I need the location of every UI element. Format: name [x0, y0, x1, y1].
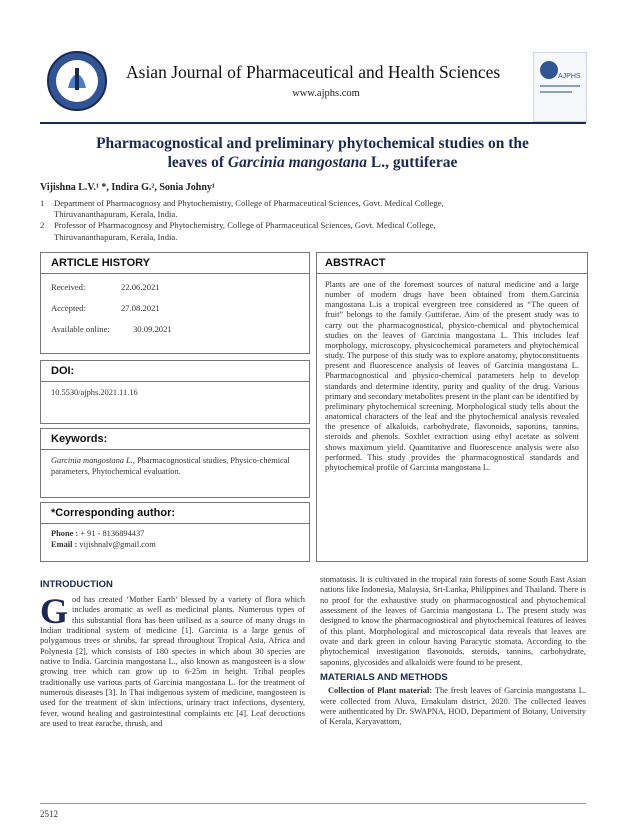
- right-column-text: stomatosis. It is cultivated in the tropical rain forests of some South East Asian nations like Indonesia, Malaysia, Sri-Lanka, Philippines and Thailand. There is no proof for the exhaustive study on pharmacognostical and phytochemical assessment of the leaves of Garcinia mangostana L. The present study was designed to know the pharmacognostical and phytochemical features of leaves of this plant. Morphological and microscopical data reveals that leaves are ovate and dark green in colour having Paracytic stomata. According to the phytochemical investigation flavonoids, steroids, tannins, carbohydrate, saponins, glycosides and alkaloids were found to be present. MATERIALS AND METHODS Collection of Plant material: The fresh leaves of Garcinia mangostana L. were collected from Aluva, Ernakulam district, 2020. The collected leaves were authenticated by Dr. SWAPNA, HOD, Department of Botany, University of Kerala, Karyavattom,: [320, 575, 587, 727]
- article-title: Pharmacognostical and preliminary phytochemical studies on the leaves of Garcinia mangostana L., guttiferae: [96, 135, 529, 171]
- dropcap: G: [40, 591, 69, 631]
- corresponding-heading: *Corresponding author:: [41, 503, 309, 524]
- journal-logo-icon: [46, 50, 108, 112]
- header-rule: [40, 122, 586, 124]
- introduction-heading: INTRODUCTION: [40, 579, 113, 590]
- cover-label: AJPHS: [558, 73, 581, 80]
- abstract-text: Plants are one of the foremost sources of natural medicine and a large number of modern drugs have been obtained from them.Garcinia mangostana L.is a tropical evergreen tree considered as “The queen of fruit” belongs to the family Guttiferae. Aim of the present study was to carry out the pharmacognostical, physico-chemical and phytochemical studies on the leaves of Garcinia mangostana L. This includes leaf morphology, microscopy, physicochemical parameters and phytochemical study. The purpose of this study was to explore anatomy, phytoconstituents present and fluorescence analysis of leaves of Garcinia mangostana L. Pharmacognostical and physico-chemical parameters help to develop standards and determine identity, purity and quality of the drug. Various primary and secondary metabolites present in the plant can be identified by preliminary phytochemical screening. Morphological study tells about the anatomical characters of the leaf and the phytochemical analysis revealed the presence of alkaloids, carbohydrate, flavonoids, saponins, tannins, steroids and phenols. Soxhlet extraction using ethyl acetate as solvent shows maximum yield. Quantitative and fluorescence analysis were also performed. This study provides the pharmacognostical standards and phytochemical profile of Garcinia mangostana L.: [325, 280, 579, 472]
- keywords-box: [40, 428, 310, 498]
- corresponding-author-box: *Corresponding author: Phone : + 91 - 8136894437 Email : vijishnalv@gmail.com: [40, 502, 310, 562]
- introduction-text: God has created ‘Mother Earth’ blessed by a variety of flora which includes aromatic as well as medicinal plants. Numerous types of this substantial flora has been utilised as a source of many drugs in Indian traditional system of medicine [1]. Garcinia is a large genus of polygamous trees or shrubs, far spread throughout Tropical Asia, Africa and Polynesia [2], which consists of 180 species in which about 30 species are native to India. Garcinia mangostana L., also known as mangosteen is a slow growing tree which can grow up to 6-25m in height. Tribal peoples traditionally use various parts of Garcinia mangostana L. for the treatment of numerous diseases [3]. In Thai indigenous system of medicine, mangosteen is used for the treatment of skin infections, urinary tract infections, dysentery, fever, wound healing and gastrointestinal complaints etc [4]. Leaf decoctions are used to treat earache, thrush, and: [40, 591, 305, 729]
- affiliations: 1 Department of Pharmacognosy and Phytochemistry, College of Pharmaceutical Sciences, Govt. Medical College, Thiruvananthapuram, Kerala, India. 2 Professor of Pharmacognosy and Phytochemistry, College of Pharmaceutical Sciences, Govt. Medical College, Thiruvananthapuram, Kerala, India.: [40, 198, 444, 242]
- methods-heading: MATERIALS AND METHODS: [320, 672, 448, 684]
- abstract-heading: ABSTRACT: [317, 253, 587, 274]
- footer-rule: [40, 803, 586, 804]
- doi-value[interactable]: 10.5530/ajphs.2021.11.16: [51, 388, 138, 397]
- received-date: 22.06.2021: [121, 282, 160, 292]
- article-history-box: ARTICLE HISTORY Received: 22.06.2021 Accepted: 27.08.2021 Available online: 30.09.2021: [40, 252, 310, 354]
- email-address[interactable]: vijishnalv@gmail.com: [79, 539, 156, 549]
- online-date: 30.09.2021: [133, 324, 172, 334]
- keywords-text: Garcinia mangostana L., Pharmacognostical studies, Physico-chemical parameters, Phytochemical evaluation.: [51, 456, 290, 476]
- doi-heading: DOI:: [41, 361, 309, 382]
- abstract-box: [316, 252, 588, 562]
- journal-cover-thumbnail: [533, 52, 587, 122]
- keywords-heading: Keywords:: [41, 429, 309, 450]
- article-history-heading: ARTICLE HISTORY: [41, 253, 309, 274]
- doi-box: [40, 360, 310, 424]
- page-number: 2512: [40, 809, 58, 819]
- authors: Vijishna L.V.¹ *, Indira G.², Sonia Johny¹: [40, 182, 215, 193]
- accepted-date: 27.08.2021: [121, 303, 160, 313]
- journal-url[interactable]: www.ajphs.com: [292, 88, 360, 99]
- phone-number: + 91 - 8136894437: [80, 529, 145, 538]
- journal-name: Asian Journal of Pharmaceutical and Health Sciences: [126, 62, 501, 82]
